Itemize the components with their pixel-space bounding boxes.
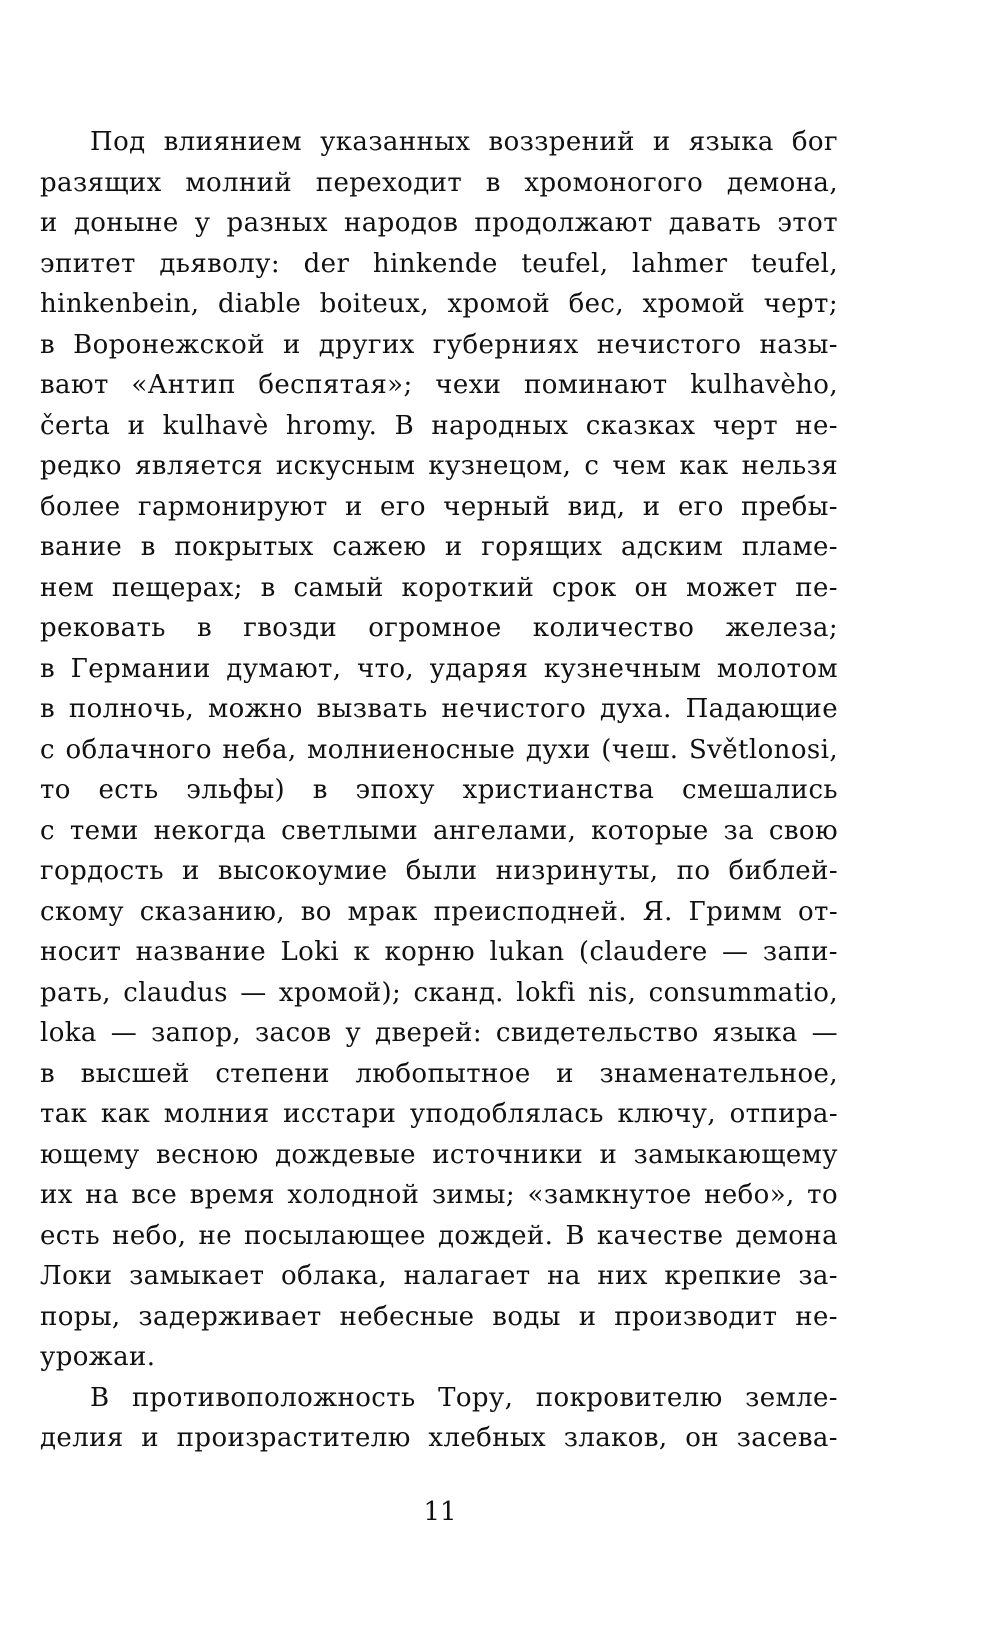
page-number: 11 [423,1497,457,1527]
text-line: Локи замыкает облака, налагает на них крепкие за- [40,1261,838,1291]
text-line: в Германии думают, что, ударяя кузнечным молотом [40,653,838,684]
text-line: с теми некогда светлыми ангелами, которые за свою [40,815,838,846]
text-line: с облачного неба, молниеносные духи (чеш. Světlonosi, [40,734,838,765]
text-line: их на все время холодной зимы; «замкнутое небо», то [40,1180,838,1210]
text-line: в высшей степени любопытное и знаменательное, [40,1058,838,1089]
text-line: эпитет дьяволу: der hinkende teufel, lahmer teufel, [40,248,838,279]
text-line: разящих молний переходит в хромоногого демона, [40,167,838,198]
body-text [40,122,838,1459]
text-line: скому сказанию, во мрак преисподней. Я. Гримм от- [40,896,838,927]
text-line: в полночь, можно вызвать нечистого духа. Падающие [40,694,838,724]
text-line: поры, задерживает небесные воды и производит не- [40,1301,838,1332]
text-line: вают «Антип беспятая»; чехи поминают kulhavèho, [40,370,838,400]
text-line: Под влиянием указанных воззрений и языка бог [90,127,838,157]
text-line: hinkenbein, diable boiteux, хромой бес, хромой черт; [40,289,838,319]
text-line: loka — запор, засов у дверей: свидетельство языка — [40,1018,838,1048]
text-line: урожаи. [40,1342,156,1372]
text-line: и доныне у разных народов продолжают давать этот [40,208,838,238]
text-line: čerta и kulhavè hromy. В народных сказках черт не- [40,410,838,441]
paragraph-2 [40,1378,838,1459]
text-line: делия и произрастителю хлебных злаков, он засева- [40,1423,838,1453]
text-line: носит название Loki к корню lukan (claudere — запи- [40,937,838,967]
text-line: вание в покрытых сажею и горящих адским пламе- [40,532,838,562]
text-line: рать, claudus — хромой); сканд. lokfi nis, consummatio, [40,977,838,1008]
text-line: так как молния исстари уподоблялась ключу, отпира- [40,1099,838,1129]
text-line: в Воронежской и других губерниях нечистого назы- [40,329,838,360]
text-line: есть небо, не посылающее дождей. В качестве демона [40,1220,838,1251]
text-line: редко является искусным кузнецом, с чем как нельзя [40,451,838,481]
text-line: ющему весною дождевые источники и замыкающему [40,1139,838,1170]
text-line: то есть эльфы) в эпоху христианства смешались [40,775,838,805]
text-line: рековать в гвозди огромное количество железа; [40,613,838,643]
paragraph-1 [40,122,838,1378]
text-line: В противоположность Тору, покровителю земле- [90,1382,838,1413]
text-line: гордость и высокоумие были низринуты, по библей- [40,856,838,886]
text-line: более гармонируют и его черный вид, и его пребы- [40,491,838,522]
text-line: нем пещерах; в самый короткий срок он может пе- [40,572,838,603]
